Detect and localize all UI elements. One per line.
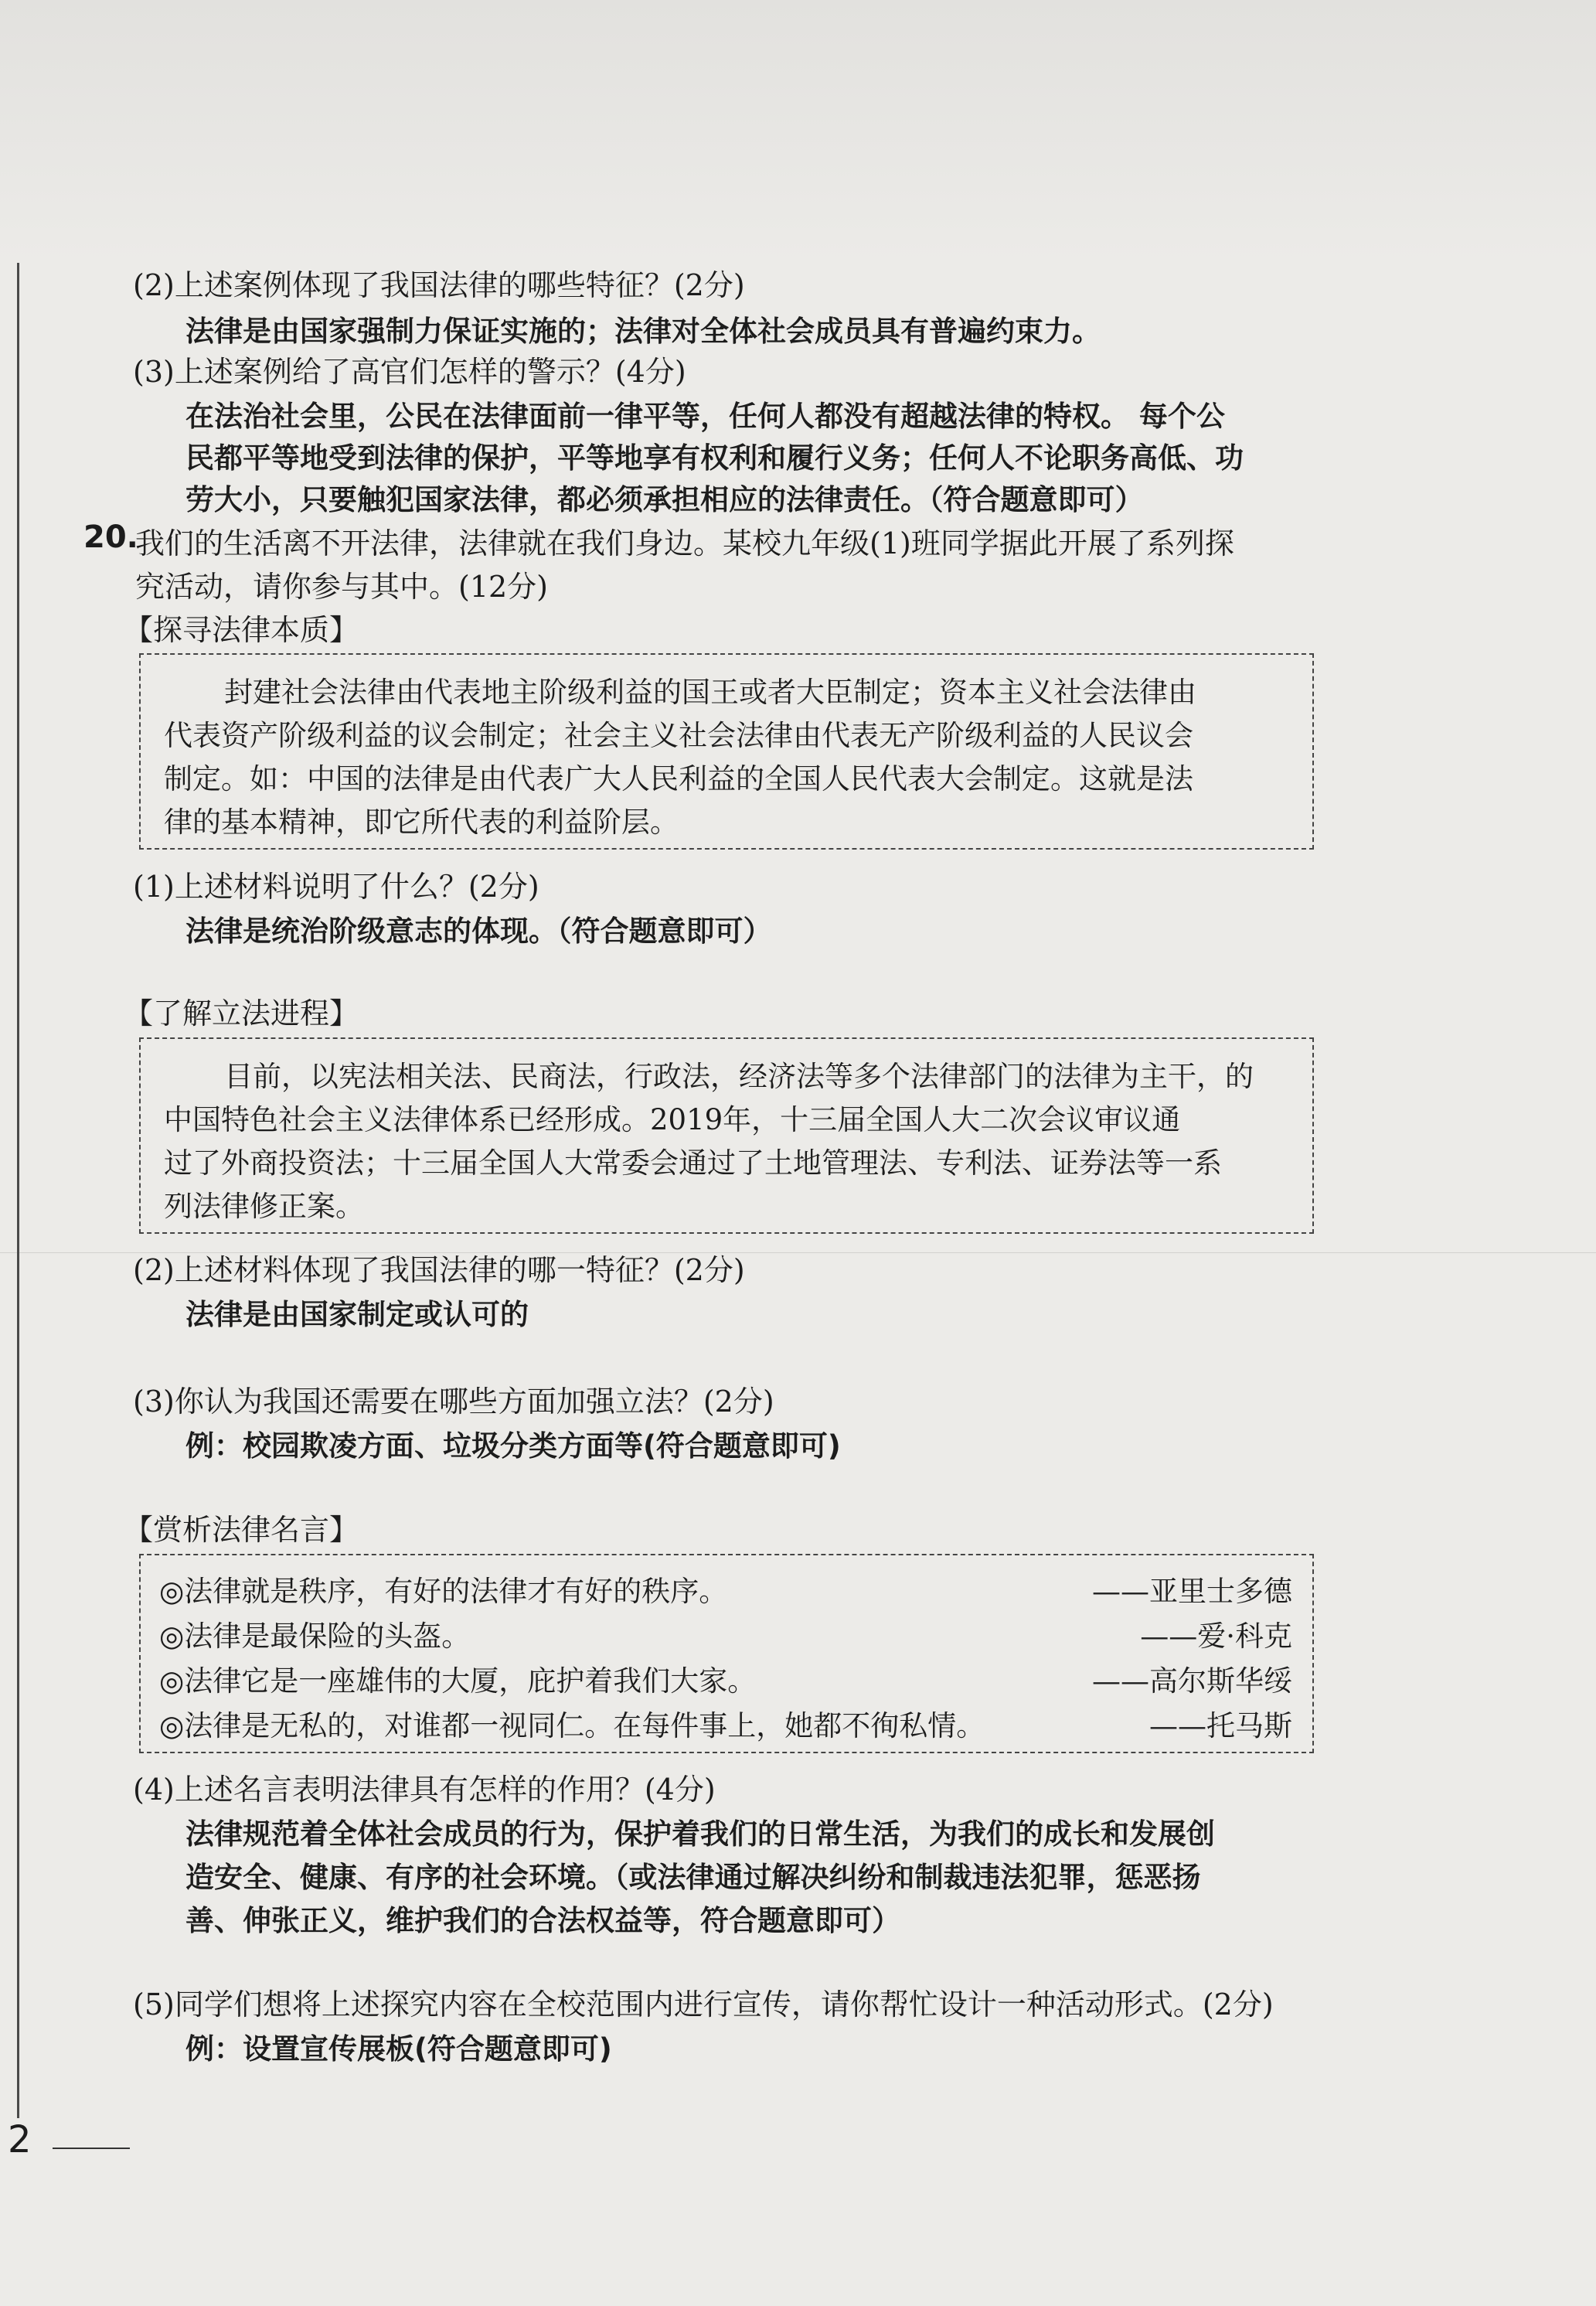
q20-answer3: 例：校园欺凌方面、垃圾分类方面等(符合题意即可)	[185, 1429, 841, 1463]
material-box-2	[139, 1037, 1314, 1234]
section-title-explore-nature: 【探寻法律本质】	[124, 613, 359, 647]
q20-number: 20.	[83, 519, 138, 555]
q20-sub3: (3)你认为我国还需要在哪些方面加强立法？(2分)	[133, 1385, 774, 1419]
page-number-rule	[53, 2148, 130, 2149]
q20-answer4-line1: 法律规范着全体社会成员的行为，保护着我们的日常生活，为我们的成长和发展创	[185, 1817, 1215, 1851]
q20-answer2: 法律是由国家制定或认可的	[185, 1298, 529, 1331]
q20-sub5: (5)同学们想将上述探究内容在全校范围内进行宣传，请你帮忙设计一种活动形式。(2分)	[133, 1988, 1274, 2022]
material-1-line4: 律的基本精神，即它所代表的利益阶层。	[164, 806, 679, 839]
section-title-legal-quotes: 【赏析法律名言】	[124, 1513, 359, 1547]
q20-stem-line2: 究活动，请你参与其中。(12分)	[135, 570, 549, 604]
q19-answer3-line2: 民都平等地受到法律的保护，平等地享有权利和履行义务；任何人不论职务高低、功	[185, 441, 1244, 475]
q19-sub2: (2)上述案例体现了我国法律的哪些特征？(2分)	[133, 268, 745, 302]
q19-answer3-line1: 在法治社会里，公民在法律面前一律平等，任何人都没有超越法律的特权。 每个公	[185, 400, 1225, 433]
page-number: 2	[8, 2118, 32, 2161]
material-2-line2: 中国特色社会主义法律体系已经形成。2019年，十三届全国人大二次会议审议通	[164, 1103, 1181, 1136]
material-1-line3: 制定。如：中国的法律是由代表广大人民利益的全国人民代表大会制定。这就是法	[164, 762, 1193, 795]
page-top-shade	[0, 0, 1596, 263]
quote-4-author: ——托马斯	[1149, 1709, 1292, 1742]
quote-1-text: ◎法律就是秩序，有好的法律才有好的秩序。	[159, 1575, 728, 1608]
quote-2-author: ——爱·科克	[1140, 1620, 1292, 1653]
material-1-line2: 代表资产阶级利益的议会制定；社会主义社会法律由代表无产阶级利益的人民议会	[164, 719, 1193, 752]
quote-2-text: ◎法律是最保险的头盔。	[159, 1620, 471, 1653]
material-box-1	[139, 653, 1314, 850]
q20-answer5: 例：设置宣传展板(符合题意即可)	[185, 2032, 612, 2066]
quotes-box	[139, 1554, 1314, 1753]
q19-answer3-line3: 劳大小，只要触犯国家法律，都必须承担相应的法律责任。（符合题意即可）	[185, 483, 1144, 516]
material-2-line3: 过了外商投资法；十三届全国人大常委会通过了土地管理法、专利法、证券法等一系	[164, 1146, 1222, 1180]
q20-sub2: (2)上述材料体现了我国法律的哪一特征？(2分)	[133, 1253, 745, 1287]
q20-answer4-line3: 善、伸张正义，维护我们的合法权益等，符合题意即可）	[185, 1904, 900, 1937]
q20-answer4-line2: 造安全、健康、有序的社会环境。（或法律通过解决纠纷和制裁违法犯罪，惩恶扬	[185, 1861, 1201, 1894]
material-2-line4: 列法律修正案。	[164, 1190, 364, 1223]
binding-margin-line	[17, 263, 19, 2118]
section-title-legislation-process: 【了解立法进程】	[124, 996, 359, 1030]
q20-answer1: 法律是统治阶级意志的体现。（符合题意即可）	[185, 915, 772, 948]
q19-answer2: 法律是由国家强制力保证实施的；法律对全体社会成员具有普遍约束力。	[185, 315, 1101, 348]
q20-sub4: (4)上述名言表明法律具有怎样的作用？(4分)	[133, 1773, 716, 1807]
quote-4-text: ◎法律是无私的，对谁都一视同仁。在每件事上，她都不徇私情。	[159, 1709, 985, 1742]
q20-stem-line1: 我们的生活离不开法律，法律就在我们身边。某校九年级(1)班同学据此开展了系列探	[135, 526, 1234, 560]
material-1-line1: 封建社会法律由代表地主阶级利益的国王或者大臣制定；资本主义社会法律由	[224, 676, 1196, 709]
material-2-line1: 目前，以宪法相关法、民商法，行政法，经济法等多个法律部门的法律为主干，的	[224, 1060, 1254, 1093]
quote-3-text: ◎法律它是一座雄伟的大厦，庇护着我们大家。	[159, 1664, 757, 1698]
q19-sub3: (3)上述案例给了高官们怎样的警示？(4分)	[133, 355, 686, 389]
quote-1-author: ——亚里士多德	[1092, 1575, 1292, 1608]
q20-sub1: (1)上述材料说明了什么？(2分)	[133, 870, 539, 904]
quote-3-author: ——高尔斯华绥	[1092, 1664, 1292, 1698]
